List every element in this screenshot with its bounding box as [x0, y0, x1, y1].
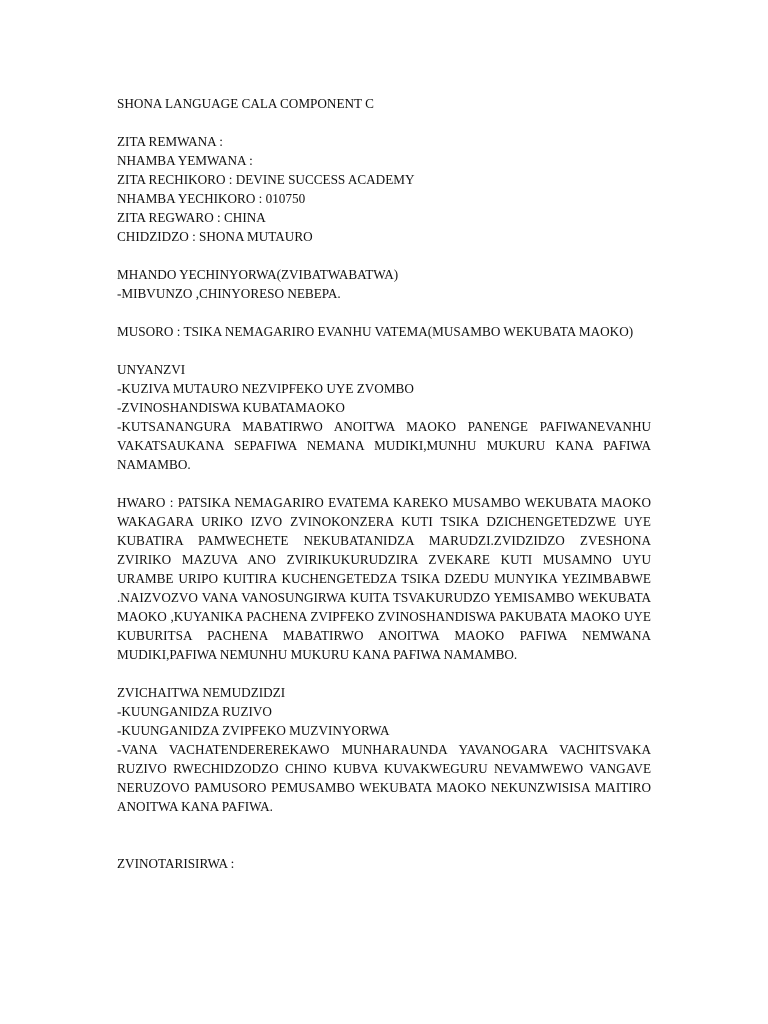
zvichaitwa-item: -KUUNGANIDZA RUZIVO: [117, 704, 272, 719]
spacer: [117, 835, 651, 854]
spacer: [117, 474, 651, 493]
document-title: SHONA LANGUAGE CALA COMPONENT C: [117, 96, 374, 111]
spacer: [117, 246, 651, 265]
spacer: [117, 113, 651, 132]
document-page: [117, 94, 651, 873]
info-subject: CHIDZIDZO : SHONA MUTAURO: [117, 229, 313, 244]
spacer: [117, 816, 651, 835]
musoro-line: MUSORO : TSIKA NEMAGARIRO EVANHU VATEMA(MUSAMBO WEKUBATA MAOKO): [117, 324, 634, 339]
spacer: [117, 341, 651, 360]
unyanzvi-item: -KUZIVA MUTAURO NEZVIPFEKO UYE ZVOMBO: [117, 381, 414, 396]
info-student-number: NHAMBA YEMWANA :: [117, 153, 253, 168]
info-book-name: ZITA REGWARO : CHINA: [117, 210, 266, 225]
zvichaitwa-item: -KUUNGANIDZA ZVIPFEKO MUZVINYORWA: [117, 723, 390, 738]
zvinotarisirwa-heading: ZVINOTARISIRWA :: [117, 856, 235, 871]
zvichaitwa-item: -VANA VACHATENDEREREKAWO MUNHARAUNDA YAVANOGARA VACHITSVAKA RUZIVO RWECHIDZODZO CHINO KUBVA KUVAKWEGURU NEVAMWEWO VANGAVE NERUZOVO PAMUSORO PEMUSAMBO WEKUBATA MAOKO NEKUNZWISISA MAITIRO ANOITWA KANA PAFIWA.: [117, 742, 651, 814]
info-student-name: ZITA REMWANA :: [117, 134, 223, 149]
unyanzvi-item: -KUTSANANGURA MABATIRWO ANOITWA MAOKO PANENGE PAFIWANEVANHU VAKATSAUKANA SEPAFIWA NEMANA MUDIKI,MUNHU MUKURU KANA PAFIWA NAMAMBO.: [117, 419, 651, 472]
spacer: [117, 664, 651, 683]
unyanzvi-item: -ZVINOSHANDISWA KUBATAMAOKO: [117, 400, 345, 415]
unyanzvi-heading: UNYANZVI: [117, 362, 186, 377]
info-school-name: ZITA RECHIKORO : DEVINE SUCCESS ACADEMY: [117, 172, 415, 187]
spacer: [117, 303, 651, 322]
hwaro-paragraph: HWARO : PATSIKA NEMAGARIRO EVATEMA KAREKO MUSAMBO WEKUBATA MAOKO WAKAGARA URIKO IZVO ZVINOKONZERA KUTI TSIKA DZICHENGETEDZWE UYE KUBATIRA PAMWECHETE NEKUBATANIDZA MARUDZI.ZVIDZIDZO ZVESHONA ZVIRIKO MAZUVA ANO ZVIRIKUKURUDZIRA ZVEKARE KUTI MUSAMNO UYU URAMBE URIPO KUITIRA KUCHENGETEDZA TSIKA DZEDU MUNYIKA YEZIMBABWE .NAIZVOZVO VANA VANOSUNGIRWA KUITA TSVAKURUDZO YEMISAMBO WEKUBATA MAOKO ,KUYANIKA PACHENA ZVIPFEKO ZVINOSHANDISWA PAKUBATA MAOKO UYE KUBURITSA PACHENA MABATIRWO ANOITWA MAOKO PAFIWA NEMWANA MUDIKI,PAFIWA NEMUNHU MUKURU KANA PAFIWA NAMAMBO.: [117, 495, 651, 662]
info-school-number: NHAMBA YECHIKORO : 010750: [117, 191, 306, 206]
mhando-line: -MIBVUNZO ,CHINYORESO NEBEPA.: [117, 286, 341, 301]
mhando-heading: MHANDO YECHINYORWA(ZVIBATWABATWA): [117, 267, 399, 282]
zvichaitwa-heading: ZVICHAITWA NEMUDZIDZI: [117, 685, 286, 700]
